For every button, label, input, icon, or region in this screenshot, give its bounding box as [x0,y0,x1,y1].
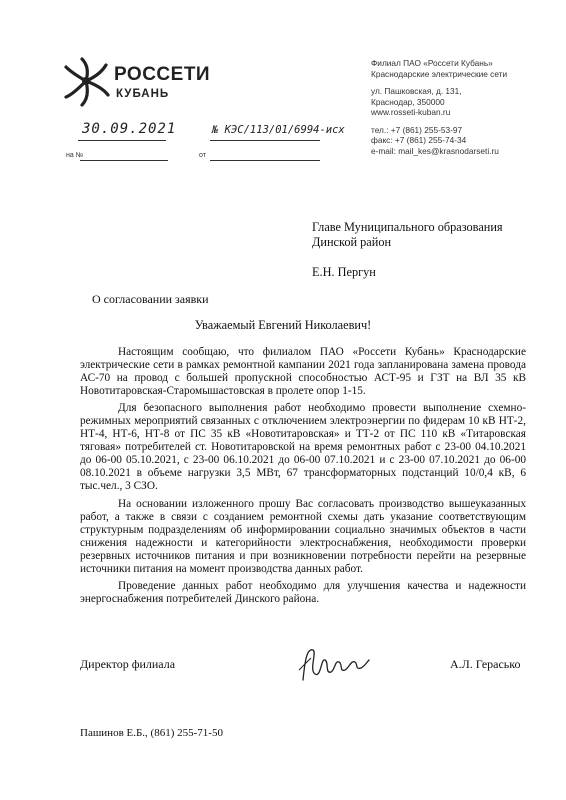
letter-subject: О согласовании заявки [92,292,209,306]
addressee-line: Главе Муниципального образования [312,220,503,234]
letter-body [80,346,526,610]
addressee-line: Динской район [312,235,392,249]
addressee-name: Е.Н. Пергун [312,265,376,279]
website-link[interactable]: www.rosseti-kuban.ru [371,107,451,117]
reference-date-underline [210,160,320,161]
rosseti-emblem-icon [60,55,112,107]
organization-details [371,58,507,156]
reference-date-label: от [199,152,206,159]
body-paragraph: Настоящим сообщаю, что филиалом ПАО «Россети Кубань» Краснодарские электрические сети в рамках ремонтной кампании 2021 года запланирована замена провода АС-70 на провод с большей пропускной способностью АСТ-95 и ГЗТ на ВЛ 35 кВ Новотитаровская-Старомышастовская в пролете опор 1-15. [80,346,526,398]
fax-line: факс: +7 (861) 255-74-34 [371,135,467,145]
address-line: Краснодар, 350000 [371,96,445,107]
body-paragraph: Для безопасного выполнения работ необходимо провести выполнение схемно-режимных мероприятий связанных с отключением электроэнергии по фидерам 10 кВ НТ-2, НТ-4, НТ-6, НТ-8 от ПС 35 кВ «Новотитаровская» и ТТ-2 от ПС 110 кВ «Титаровская тяговая» потребителей ст. Новотитаровской на время ремонтных работ с 23-00 04.10.2021 до 06-00 05.10.2021, с 23-00 06.10.2021 до 06-00 07.10.2021 и с 23-00 07.10.2021 до 06-00 08.10.2021 в объеме нагрузки 3,5 МВт, 67 трансформаторных подстанций 10/0,4 кВ, 6 тыс.чел., 3 СЗО. [80,402,526,493]
greeting: Уважаемый Евгений Николаевич! [194,318,372,332]
reference-number-label: на № [66,152,84,159]
addressee [312,220,503,250]
address-line: ул. Пашковская, д. 131, [371,86,462,96]
rosseti-logo [60,55,250,115]
signatory-title: Директор филиала [80,657,176,671]
handwritten-signature [295,640,385,690]
brand-region: КУБАНЬ [116,88,170,100]
letter-number: № КЭС/113/01/6994-исх [212,124,345,136]
org-line: Филиал ПАО «Россети Кубань» [371,58,493,68]
brand-name: РОССЕТИ [114,64,211,85]
body-paragraph: На основании изложенного прошу Вас согласовать производство вышеуказанных работ, а также в связи с созданием ремонтной схемы дать указание соответствующим структурным подразделениям об информировании социально значимых объектов в части снижения надежности и категорийности электроснабжения, необходимости проверки резервных источников питания и при возникновении потребности перейти на резервные источники питания на момент производства данных работ. [80,497,526,575]
body-paragraph: Проведение данных работ необходимо для улучшения качества и надежности энергоснабжения потребителей Динского района. [80,579,526,605]
letter-date: 30.09.2021 [82,121,177,137]
email-link[interactable]: e-mail: mail_kes@krasnodarseti.ru [371,145,499,156]
phone-line: тел.: +7 (861) 255-53-97 [371,124,463,135]
contact-person: Пашинов Е.Б., (861) 255-71-50 [80,727,223,739]
org-line: Краснодарские электрические сети [371,68,508,79]
reference-number-underline [80,160,168,161]
signatory-name: А.Л. Гераcько [450,657,521,671]
number-underline [210,140,320,141]
date-underline [78,140,166,141]
